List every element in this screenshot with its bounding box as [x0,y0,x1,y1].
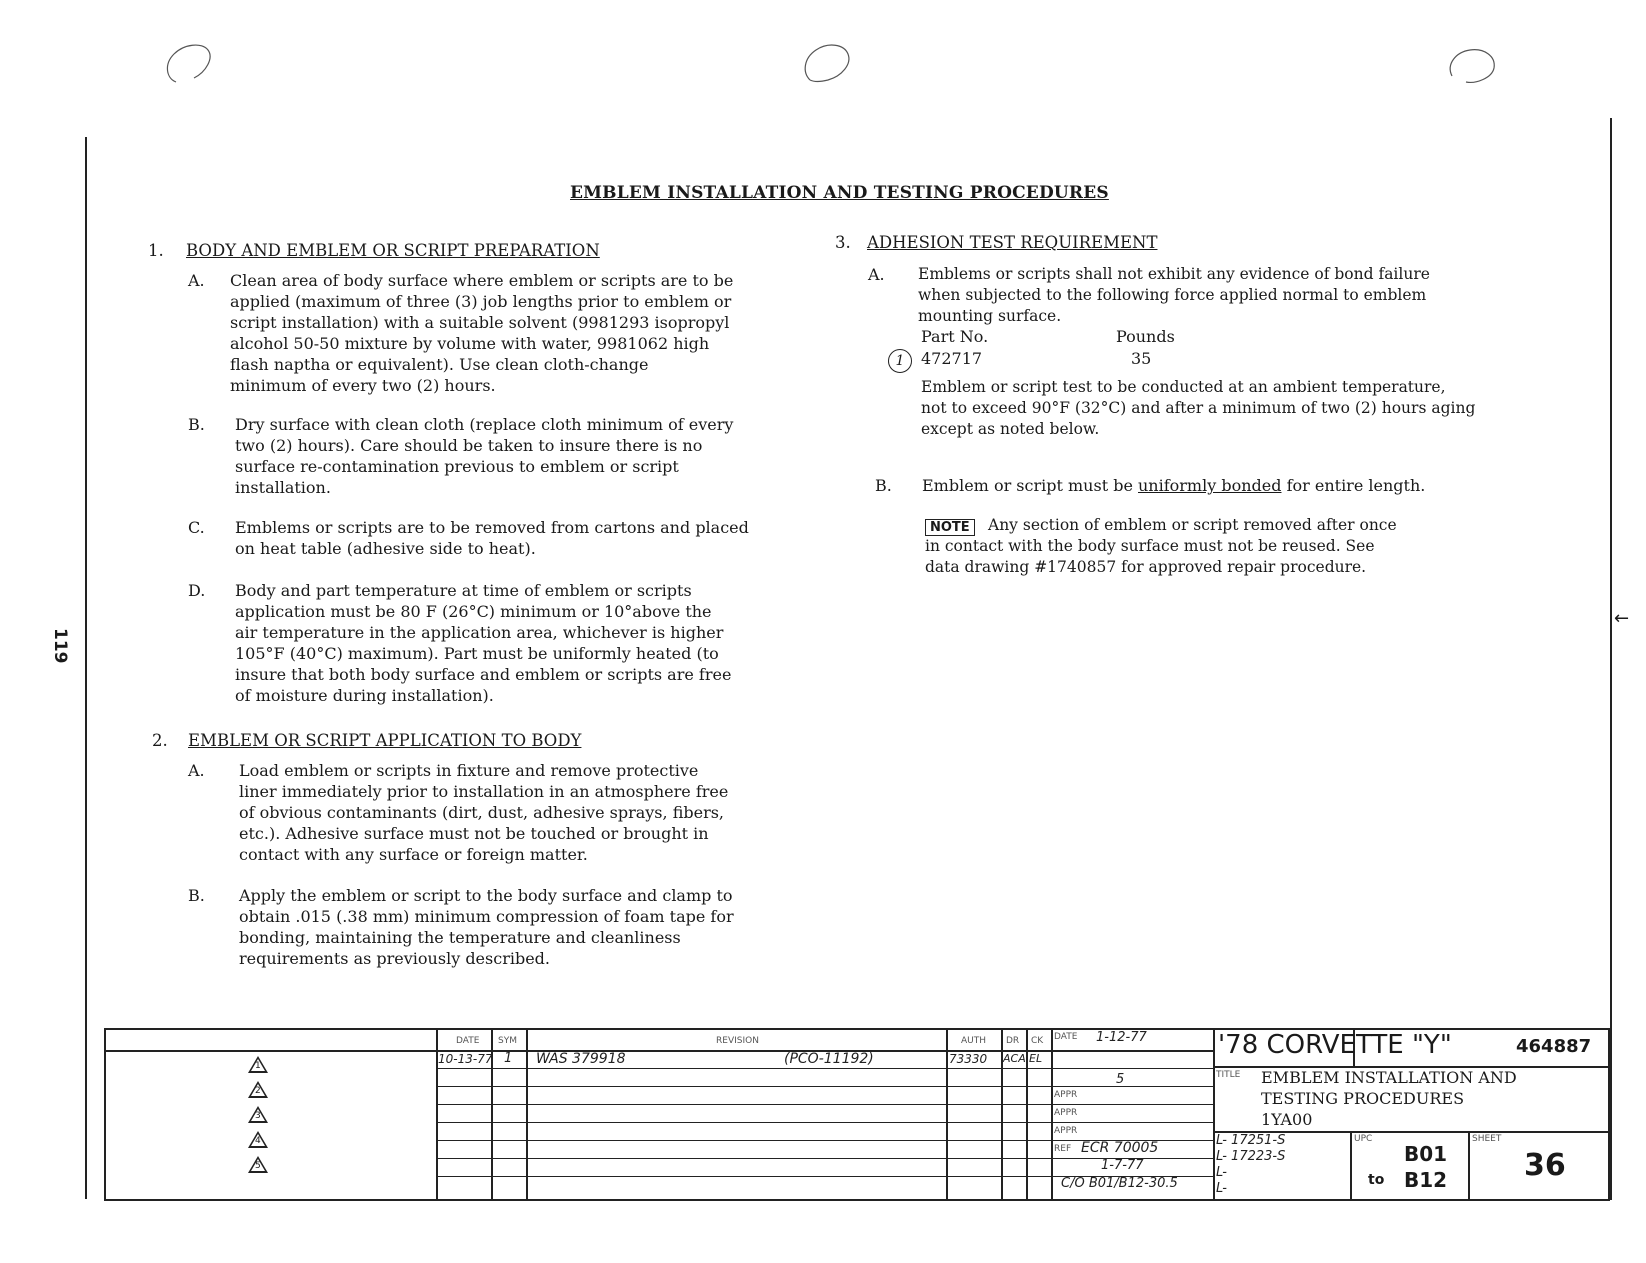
rev-pco: (PCO-11192) [784,1051,874,1067]
rev-header-ck: CK [1031,1036,1044,1046]
rev-description: WAS 379918 [536,1051,626,1067]
part-no-value: 472717 [921,349,983,368]
underlined-text: uniformly bonded [1138,476,1282,495]
item-text: Clean area of body surface where emblem or scripts are to be applied (maximum of three (3) job lengths prior to emblem or script installation) with a suitable solvent (9981293 isopropyl alcohol 50-50 mixture by volume with water, 9981062 high flash naptha or equivalent). Use clean cloth-change minimum of every two (2) hours. [230,271,734,395]
text-segment: Emblem or script must be [922,476,1138,495]
title-block [104,1028,1610,1201]
note-text: Any section of emblem or script removed after once in contact with the body surface must not be reused. See data drawing #1740857 for approved repair procedure. [925,516,1397,576]
section-number: 3. [835,233,851,252]
page-frame-left [85,137,87,1199]
item-letter: A. [188,271,205,290]
item-text: Dry surface with clean cloth (replace cloth minimum of every two (2) hours). Care should be taken to insure there is no surface re-contamination previous to emblem or script installation. [235,415,734,497]
note-label: NOTE [925,519,975,536]
item-letter: D. [188,581,206,600]
item-letter: C. [188,518,205,537]
l-line: L- [1216,1165,1227,1180]
item-letter: A. [868,265,885,284]
item-text: Emblems or scripts are to be removed from cartons and placed on heat table (adhesive side to heat). [235,518,749,558]
page-frame-right [1610,118,1612,1200]
appr-label: APPR [1054,1108,1078,1118]
pounds-value: 35 [1131,349,1152,368]
upc-to: B12 [1404,1168,1448,1192]
item-text: Apply the emblem or script to the body surface and clamp to obtain .015 (.38 mm) minimum compression of foam tape for bonding, maintaining the temperature and cleanliness requirements as previously described. [239,886,734,968]
revision-triangle-number: 2 [255,1086,261,1096]
title-label: TITLE [1216,1070,1241,1080]
rev-sym: 1 [504,1051,513,1066]
punch-hole-icon [800,42,852,86]
l-line: L- [1216,1181,1227,1196]
item-letter: A. [188,761,205,780]
section-number: 1. [148,241,164,260]
rev-ck: EL [1029,1052,1043,1065]
upc-to-word: to [1368,1172,1385,1188]
rev-header-dr: DR [1006,1036,1020,1046]
appr-label: APPR [1054,1090,1078,1100]
item-text: Load emblem or scripts in fixture and remove protective liner immediately prior to installation in an atmosphere free of obvious contaminants (dirt, dust, adhesive sprays, fibers, etc.). Adhesive surface must not be touched or brought in contact with any surface or foreign matter. [239,761,729,864]
rev-header-revision: REVISION [716,1036,759,1046]
rev-header-date: DATE [456,1036,480,1046]
text-segment: for entire length. [1281,476,1426,495]
rev-dr: ACA [1003,1052,1026,1065]
punch-hole-icon [1446,46,1498,90]
section-title: BODY AND EMBLEM OR SCRIPT PREPARATION [186,241,600,260]
ref-label: REF [1054,1144,1072,1154]
item-text: Body and part temperature at time of emblem or scripts application must be 80 F (26°C) minimum or 10°above the air temperature in the application area, whichever is higher 105°F (40°C) maximum). Part must be uniformly heated (to insure that both body surface and emblem or scripts are free of moisture during installation). [235,581,732,705]
appr-value: 5 [1116,1072,1125,1087]
arrow-left-icon: ← [1614,608,1630,629]
drawing-title-line: TESTING PROCEDURES [1261,1089,1465,1108]
date-value: 1-12-77 [1096,1030,1147,1045]
rev-auth: 73330 [949,1052,988,1066]
ref-line: 1-7-77 [1101,1158,1144,1173]
pounds-header: Pounds [1116,327,1175,346]
revision-mark: 1 [888,349,912,373]
revision-triangle-number: 4 [255,1136,261,1146]
appr-label: APPR [1054,1126,1078,1136]
item-letter: B. [188,415,205,434]
upc-label: UPC [1354,1134,1373,1144]
revision-triangle-number: 5 [255,1161,261,1171]
revision-triangle-number: 3 [255,1111,261,1121]
part-number: 464887 [1516,1036,1592,1057]
ref-line: C/O B01/B12-30.5 [1061,1176,1178,1191]
vehicle-title: '78 CORVETTE "Y" [1218,1030,1452,1060]
revision-triangle-number: 1 [255,1061,261,1071]
section-title: ADHESION TEST REQUIREMENT [867,233,1158,252]
rev-header-sym: SYM [498,1036,517,1046]
section-number: 2. [152,731,168,750]
item-text: Emblems or scripts shall not exhibit any evidence of bond failure when subjected to the following force applied normal to emblem mounting surface. [918,265,1430,325]
sheet-label: SHEET [1472,1134,1502,1144]
l-line: L- 17223-S [1216,1149,1286,1164]
item-letter: B. [875,476,892,495]
rev-date: 10-13-77 [438,1052,493,1066]
page-number: 119 [50,628,70,664]
date-label: DATE [1054,1032,1078,1042]
section-title: EMBLEM OR SCRIPT APPLICATION TO BODY [188,731,582,750]
item-text-2: Emblem or script test to be conducted at an ambient temperature, not to exceed 90°F (32°C) and after a minimum of two (2) hours aging except as noted below. [921,378,1476,438]
document-title: EMBLEM INSTALLATION AND TESTING PROCEDURES [570,183,1109,203]
sheet-number: 36 [1524,1148,1566,1183]
drawing-title-line: 1YA00 [1261,1110,1313,1129]
l-line: L- 17251-S [1216,1133,1286,1148]
drawing-title-line: EMBLEM INSTALLATION AND [1261,1068,1517,1087]
rev-header-auth: AUTH [961,1036,987,1046]
part-no-header: Part No. [921,327,989,346]
ref-line: ECR 70005 [1081,1140,1159,1156]
upc-from: B01 [1404,1142,1448,1166]
item-text [922,475,1425,496]
item-letter: B. [188,886,205,905]
punch-hole-icon [162,42,214,86]
